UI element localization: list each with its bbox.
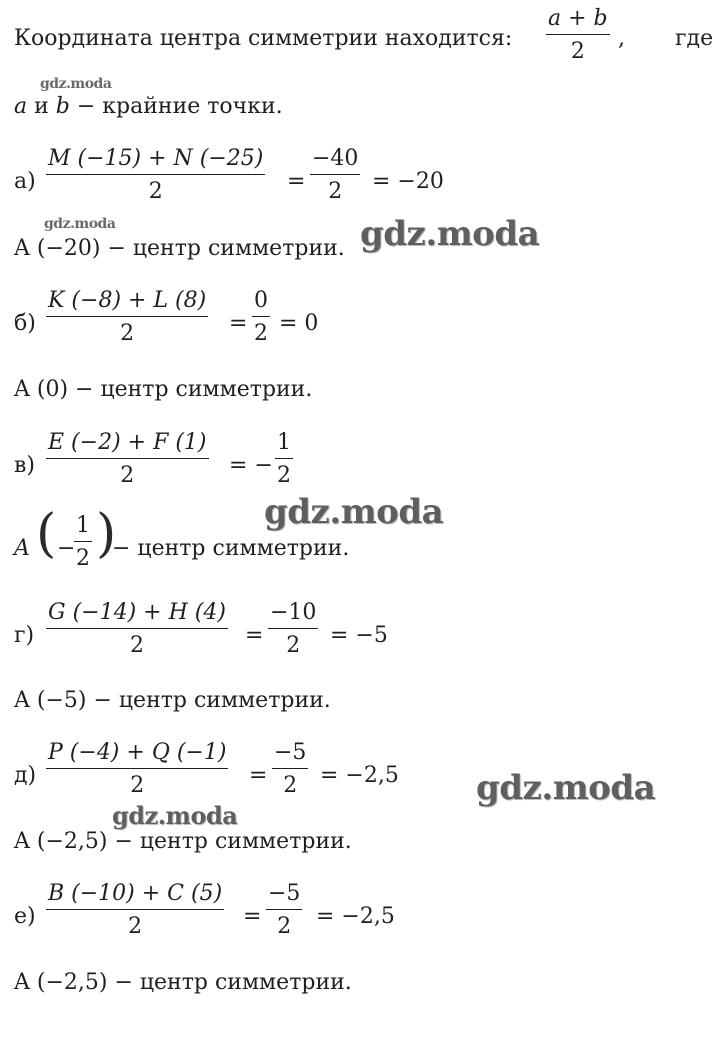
value-fraction [310, 146, 360, 204]
fraction-bar [272, 768, 308, 769]
fraction-bar [74, 541, 92, 542]
value-fraction [272, 740, 308, 798]
value-numerator: −40 [312, 146, 359, 171]
item-result-value: = −2,5 [320, 763, 399, 788]
right-paren: ) [96, 504, 117, 564]
item-label: д) [14, 763, 37, 788]
item-result: A (0) − центр симметрии. [14, 377, 313, 402]
item-result-value: = −20 [372, 169, 444, 194]
item-fraction [46, 881, 224, 939]
result-minus: − [57, 536, 76, 561]
watermark: gdz.moda [44, 216, 116, 232]
result-point-a: A [14, 536, 30, 561]
item-fraction [46, 740, 228, 798]
intro-rest: − крайние точки. [69, 94, 283, 119]
item-result-value: = 0 [279, 311, 319, 336]
item-label: е) [14, 904, 36, 929]
fraction-bar [275, 458, 293, 459]
value-fraction [275, 430, 293, 488]
intro-text: Координата центра симметрии находится: [14, 26, 513, 51]
fraction-bar [46, 768, 228, 769]
intro-where: где [675, 26, 714, 51]
value-denominator: 2 [277, 914, 292, 939]
equals-sign: = [229, 311, 248, 336]
value-fraction [266, 881, 302, 939]
value-numerator: −10 [270, 600, 317, 625]
result-denominator: 2 [76, 546, 90, 571]
value-fraction [252, 288, 270, 346]
value-denominator: 2 [283, 773, 298, 798]
watermark: gdz.moda [264, 492, 444, 532]
intro-denominator: 2 [570, 39, 585, 64]
item-denominator: 2 [148, 179, 163, 204]
value-denominator: 2 [286, 633, 301, 658]
fraction-bar [46, 909, 224, 910]
intro-and: и [27, 94, 56, 119]
item-denominator: 2 [120, 463, 135, 488]
item-denominator: 2 [130, 773, 145, 798]
item-result: A (−20) − центр симметрии. [14, 236, 345, 261]
value-numerator: 0 [254, 288, 268, 313]
item-numerator: P (−4) + Q (−1) [48, 740, 227, 765]
equals-sign: = [249, 763, 268, 788]
item-fraction [46, 430, 209, 488]
item-label: в) [14, 453, 35, 478]
item-numerator: B (−10) + C (5) [48, 881, 223, 906]
left-paren: ( [36, 504, 57, 564]
watermark: gdz.moda [476, 768, 656, 808]
intro-fraction [546, 6, 610, 64]
item-fraction [46, 146, 265, 204]
fraction-bar [46, 458, 209, 459]
fraction-bar [46, 174, 265, 175]
value-denominator: 2 [277, 463, 291, 488]
item-fraction [46, 288, 208, 346]
item-label: г) [14, 623, 35, 648]
item-numerator: G (−14) + H (4) [48, 600, 226, 625]
value-numerator: 1 [277, 430, 291, 455]
item-result-text: − центр симметрии. [112, 536, 350, 561]
item-result: A (−2,5) − центр симметрии. [14, 829, 352, 854]
watermark: gdz.moda [360, 214, 540, 254]
intro-comma: , [618, 26, 625, 51]
item-denominator: 2 [129, 633, 144, 658]
item-label: а) [14, 169, 36, 194]
item-numerator: M (−15) + N (−25) [48, 146, 264, 171]
item-label: б) [14, 311, 36, 336]
item-fraction [46, 600, 228, 658]
intro-numerator: a + b [548, 6, 608, 31]
equals-sign: = [243, 904, 262, 929]
var-a: a [14, 94, 28, 119]
intro-line2 [14, 94, 283, 119]
fraction-bar [252, 316, 270, 317]
item-numerator: K (−8) + L (8) [48, 288, 207, 313]
item-denominator: 2 [120, 321, 135, 346]
value-denominator: 2 [254, 321, 268, 346]
result-fraction [74, 513, 92, 571]
item-result-value: = −5 [330, 623, 388, 648]
fraction-bar [268, 628, 318, 629]
value-denominator: 2 [328, 179, 343, 204]
equals-minus: = − [229, 453, 273, 478]
item-result-value: = −2,5 [316, 904, 395, 929]
item-result: A (−5) − центр симметрии. [14, 688, 331, 713]
value-numerator: −5 [274, 740, 307, 765]
item-denominator: 2 [128, 914, 143, 939]
result-numerator: 1 [76, 513, 90, 538]
equals-sign: = [245, 623, 264, 648]
watermark: gdz.moda [40, 76, 112, 92]
var-b: b [55, 94, 70, 119]
item-result: A (−2,5) − центр симметрии. [14, 970, 352, 995]
watermark: gdz.moda [112, 801, 238, 830]
equals-sign: = [287, 169, 306, 194]
fraction-bar [546, 34, 610, 35]
item-numerator: E (−2) + F (1) [48, 430, 207, 455]
value-numerator: −5 [268, 881, 301, 906]
fraction-bar [310, 174, 360, 175]
fraction-bar [46, 316, 208, 317]
value-fraction [268, 600, 318, 658]
fraction-bar [266, 909, 302, 910]
fraction-bar [46, 628, 228, 629]
